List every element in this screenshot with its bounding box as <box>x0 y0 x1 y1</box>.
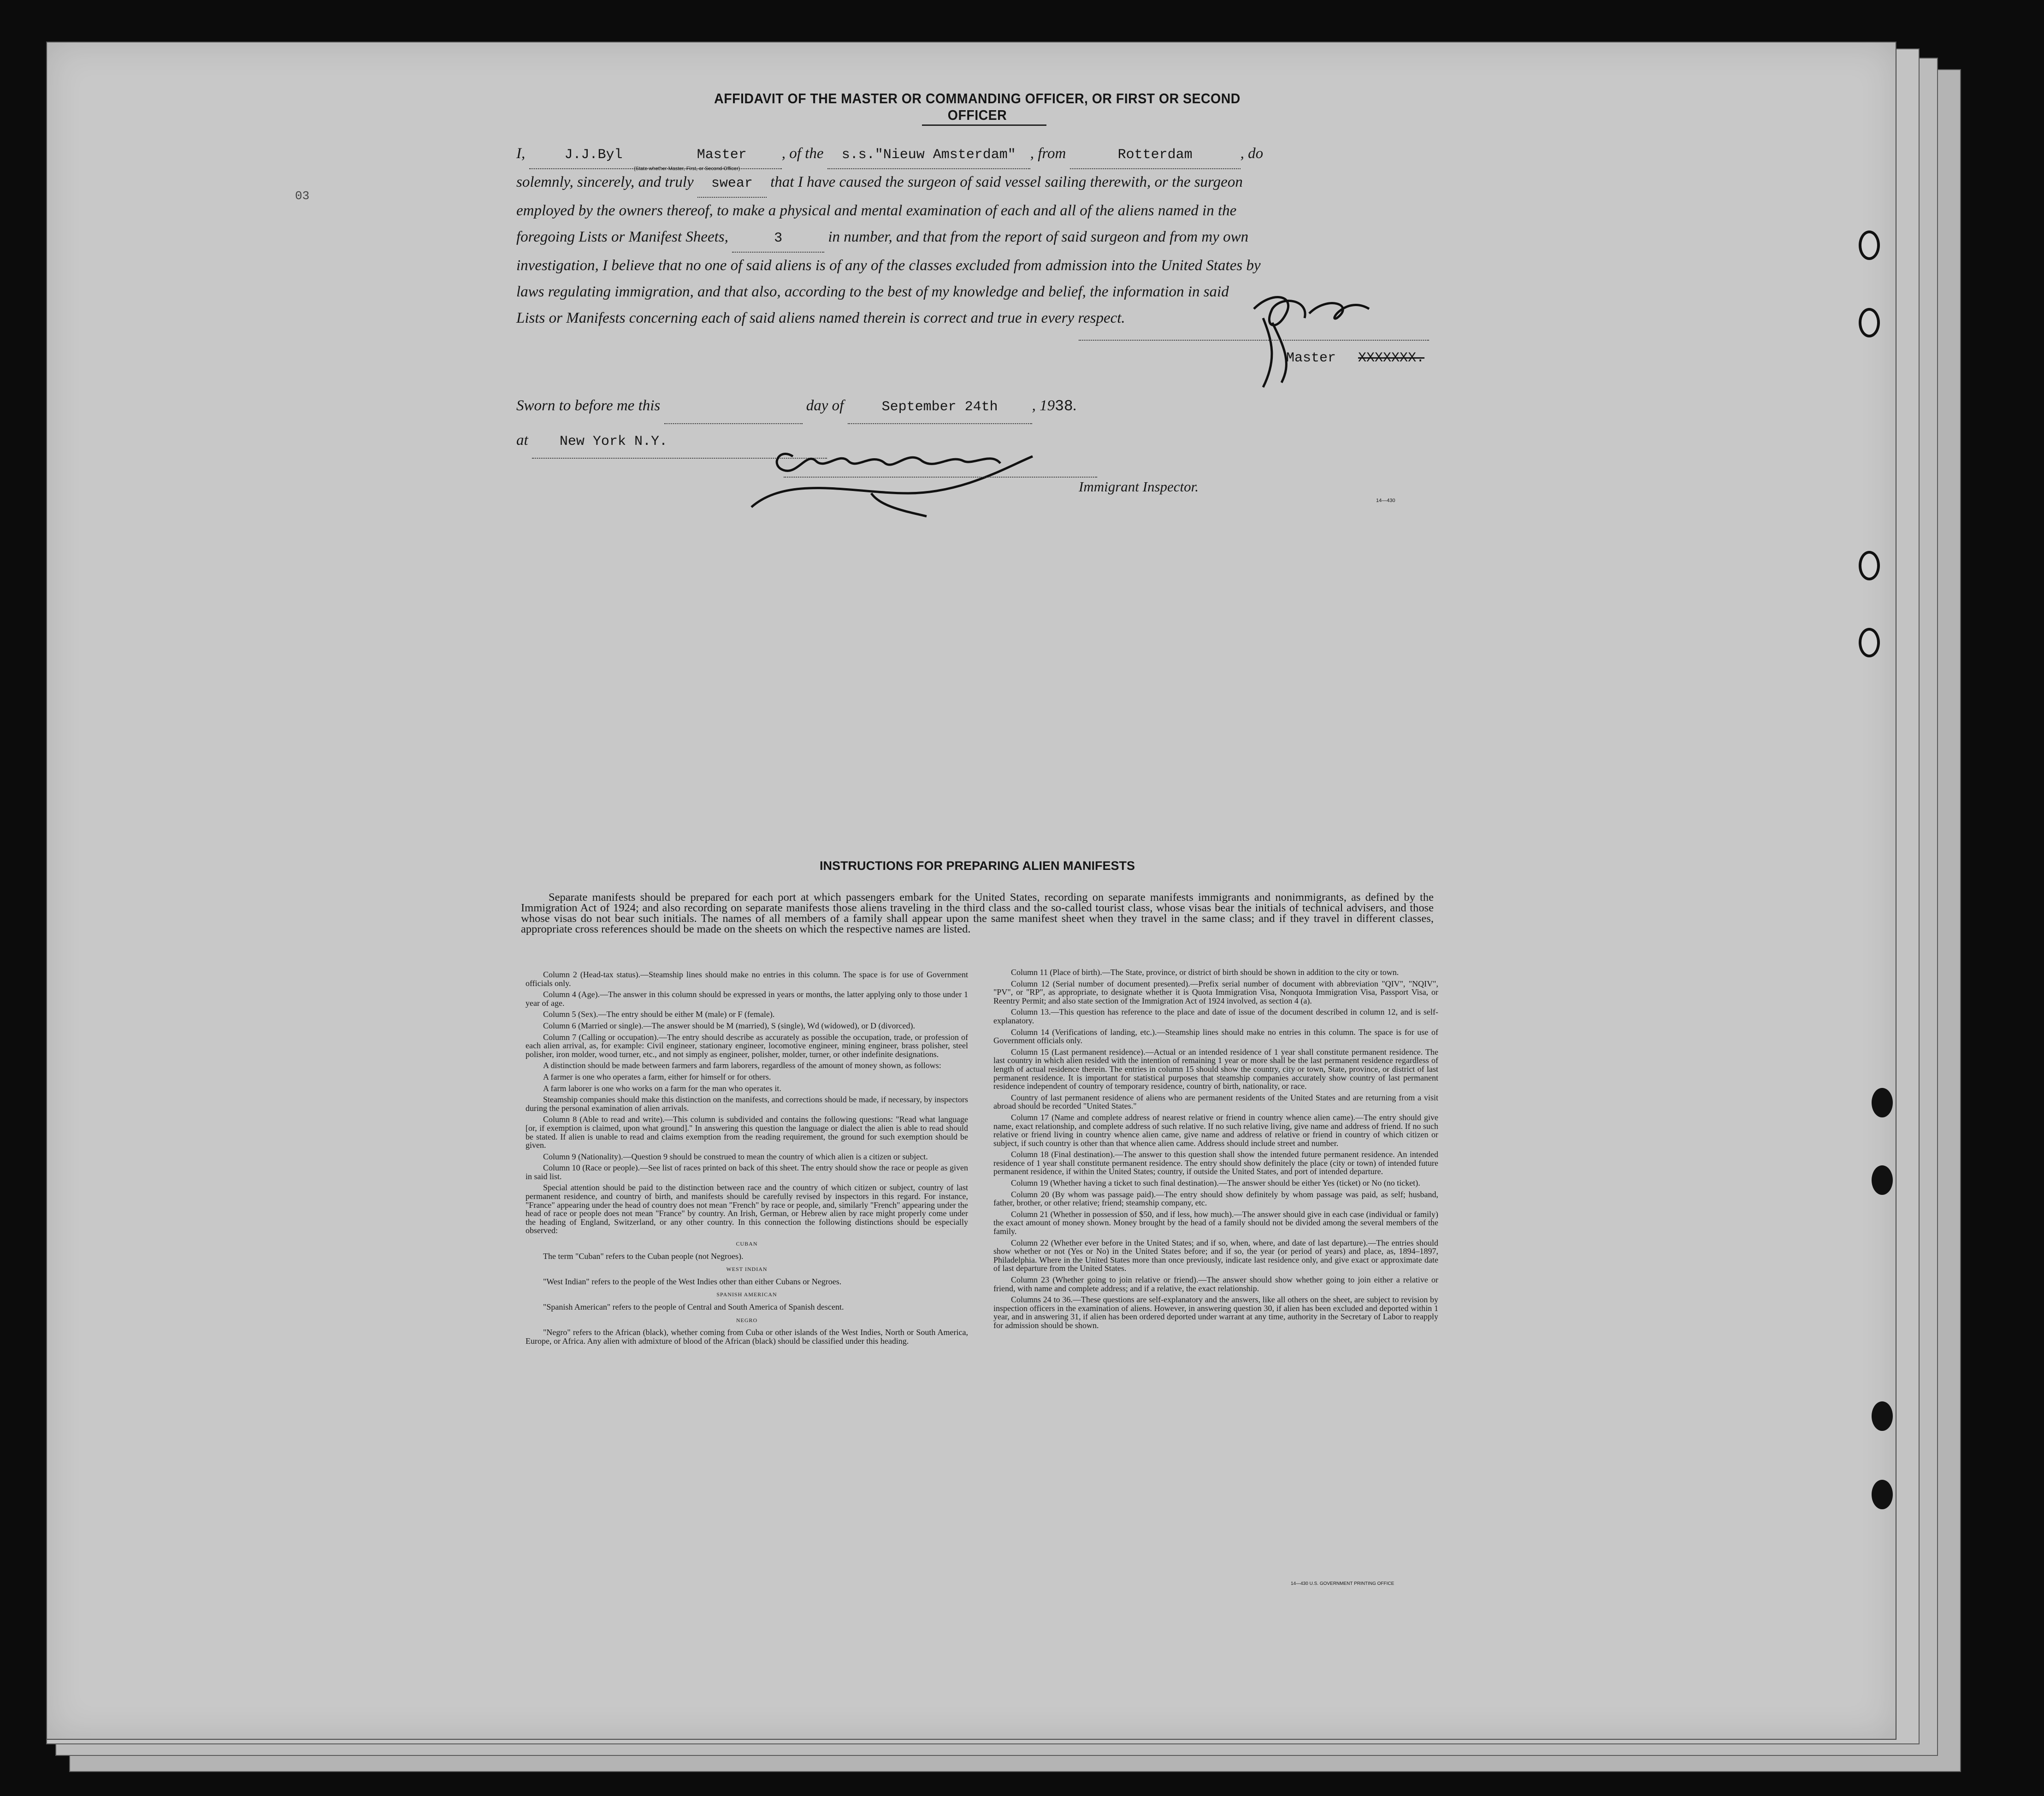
master-signature-line <box>1079 339 1429 341</box>
instruction-paragraph: Column 21 (Whether in possession of $50, and if less, how much).—The answer should give in each case (individual or family) the exact amount of money shown. Money brought by the head of a family should not be divided among the several members of the family. <box>993 1209 1438 1236</box>
instructions-left-column <box>526 970 968 1348</box>
instruction-paragraph: Columns 24 to 36.—These questions are self-explanatory and the answers, like all others on the sheet, are subject to revision by inspection officers in the examination of aliens. However, in answering question 30, if alien has been excluded and deported within 1 year, and in answering 31, if alien has been ordered deported under warrant at any time, authority in the Secretary of Labor to reapply for admission should be shown. <box>993 1295 1438 1330</box>
instruction-paragraph: Column 23 (Whether going to join relative or friend).—The answer should show whether going to join either a relative or friend, with name and complete address; and if a relative, the exact relationship. <box>993 1275 1438 1293</box>
instruction-paragraph: Column 13.—This question has reference to the place and date of issue of the document described in column 12, and is self-explanatory. <box>993 1007 1438 1025</box>
inspector-signature-line <box>784 476 1097 478</box>
instruction-paragraph: Column 18 (Final destination).—The answer to this question shall show the intended future permanent residence. An intended residence of 1 year shall constitute permanent residence. The entry should show definitely the place (city or town) of intended future permanent residence, if within the United States; country, if outside the United States, and port of intended departure. <box>993 1150 1438 1176</box>
aff-of-the: , of the <box>781 145 824 162</box>
instruction-paragraph: Column 5 (Sex).—The entry should be either M (male) or F (female). <box>543 1010 775 1019</box>
aff-line2b: that I have caused the surgeon of said vessel sailing therewith, or the surgeon <box>770 174 1243 190</box>
vessel-name: s.s."Nieuw Amsterdam" <box>827 142 1030 169</box>
sworn-day-blank <box>664 391 803 424</box>
instruction-paragraph: Country of last permanent residence of aliens who are permanent residents of the United States and are returning from a visit abroad should be recorded "United States." <box>993 1093 1438 1111</box>
officer-rank: Master <box>662 142 782 169</box>
instruction-paragraph: Column 7 (Calling or occupation).—The entry should describe as accurately as possible the occupation, trade, or profession of each alien arrival, as, for example: Civil engineer, stationary engineer, locomotive engineer, mining engineer, brass polisher, steel polisher, iron molder, wood turner, etc., and not simply as engineer, polisher, molder, turner, or other indefinite designations. <box>526 1032 968 1059</box>
sworn-year-prefix: , 19 <box>1032 397 1055 414</box>
aff-i: I, <box>516 145 526 162</box>
binder-hole <box>1872 1480 1893 1509</box>
inspector-signature <box>733 438 1065 526</box>
instruction-paragraph: Column 20 (By whom was passage paid).—The entry should show definitely by whom passage was paid, as self; husband, father, brother, or other relative; friend; steamship company, etc. <box>993 1189 1438 1208</box>
sworn-date: September 24th <box>848 391 1032 424</box>
aff-line6: laws regulating immigration, and that also, according to the best of my knowledge and belief, the information in said <box>516 284 1229 300</box>
heading-spanish-american: SPANISH AMERICAN <box>716 1291 777 1298</box>
instruction-paragraph: A distinction should be made between farmers and farm laborers, regardless of the amount of money shown, as follows: <box>543 1061 941 1070</box>
instruction-paragraph: Steamship companies should make this distinction on the manifests, and corrections should be made, if necessary, by inspectors during the personal examination of alien arrivals. <box>526 1095 968 1113</box>
inspector-title: Immigrant Inspector. <box>1079 479 1199 495</box>
sworn-at: at <box>516 432 528 449</box>
title-rule <box>922 124 1046 126</box>
instruction-paragraph: Special attention should be paid to the distinction between race and the country of which citizen or subject, country of last permanent residence, and country of birth, and manifests should be carefully revised by inspectors in this regard. For instance, "France" appearing under the head of country does not mean "French" by race or people, and, similarly "French" appearing under the head of race or people does not mean "France" by country. An Irish, German, or Hebrew alien by race might properly come under the heading of England, Switzerland, or any other country. In this connection the following distinctions should be especially observed: <box>526 1183 968 1235</box>
instruction-paragraph: Column 12 (Serial number of document presented).—Prefix serial number of document with abbreviation "QIV", "NQIV", "PV", or "RP", as appropriate, to designate whether it is Quota Immigration Visa, Nonquota Immigration Visa, Passport Visa, or Reentry Permit; and also state section of the Immigration Act of 1924 involved, as section 4 (a). <box>993 979 1438 1005</box>
instructions-intro: Separate manifests should be prepared for each port at which passengers embark for the United States, recording on separate manifests immigrants and nonimmigrants, as defined by the Immigration Act of 1924; and also recording on separate manifests those aliens traveling in the third class and the so-called tourist class, whose visas bear the initials of technical advisers, and those whose visas do not bear such initials. The names of all members of a family shall appear upon the same manifest sheet when they travel in the same class; and if they travel in different classes, appropriate cross references should be made on the sheets on which the respective names are listed. <box>521 891 1434 935</box>
binder-hole <box>1872 1165 1893 1195</box>
sworn-place: New York N.Y. <box>532 425 827 459</box>
master-signature <box>1245 277 1397 396</box>
oath-word: swear <box>697 171 767 198</box>
instruction-paragraph: "Negro" refers to the African (black), whether coming from Cuba or other islands of the West Indies, North or South America, Europe, or Africa. Any alien with admixture of blood of the African (black) should be classified under this heading. <box>526 1328 968 1346</box>
instruction-paragraph: Column 17 (Name and complete address of nearest relative or friend in country whence alien came).—The entry should give name, exact relationship, and complete address of such relative. If no such relative living, give name and address of friend. If no such relative or friend living in country whence alien came, give name and address of relative or friend in country of which citizen or subject, if such country is other than that whence alien came. Address should include street and number. <box>993 1112 1438 1148</box>
binder-hole <box>1872 1088 1893 1117</box>
instruction-paragraph: "West Indian" refers to the people of the West Indies other than either Cubans or Negroes. <box>543 1276 842 1286</box>
officer-name: J.J.Byl <box>529 142 658 169</box>
rank-note: (State whether Master, First, or Second Officer) <box>634 166 740 171</box>
binder-hole <box>1872 1401 1893 1431</box>
struck-text: XXXXXXX. <box>1358 350 1425 366</box>
instruction-paragraph: Column 8 (Able to read and write).—This column is subdivided and contains the following questions: "Read what language [or, if exemption is claimed, upon what ground]." In answering this question the language or dialect the alien is able to read should be stated. If alien is unable to read and claims exemption from the reading requirement, the ground for such exemption should be given. <box>526 1115 968 1150</box>
aff-do: , do <box>1240 145 1264 162</box>
heading-negro: NEGRO <box>736 1317 758 1323</box>
instruction-paragraph: Column 11 (Place of birth).—The State, province, or district of birth should be shown in addition to the city or town. <box>1011 968 1399 977</box>
instruction-paragraph: "Spanish American" refers to the people of Central and South America of Spanish descent. <box>543 1302 844 1312</box>
binder-hole <box>1859 230 1880 260</box>
form-number: 14—430 <box>1376 498 1395 503</box>
sworn-year: 38 <box>1055 398 1073 415</box>
margin-mark: 03 <box>295 189 310 203</box>
instruction-paragraph: Column 14 (Verifications of landing, etc.).—Steamship lines should make no entries in this column. The space is for use of Government officials only. <box>993 1027 1438 1046</box>
heading-west-indian: WEST INDIAN <box>726 1266 768 1273</box>
instruction-paragraph: Column 2 (Head-tax status).—Steamship lines should make no entries in this column. The space is for use of Government officials only. <box>526 970 968 988</box>
aff-line4b: in number, and that from the report of said surgeon and from my own <box>828 229 1249 245</box>
instruction-paragraph: Column 10 (Race or people).—See list of races printed on back of this sheet. The entry should show the race or people as given in said list. <box>526 1163 968 1181</box>
instruction-paragraph: A farmer is one who operates a farm, either for himself or for others. <box>543 1072 771 1081</box>
sworn-text1: Sworn to before me this <box>516 397 661 414</box>
instruction-paragraph: Column 6 (Married or single).—The answer should be M (married), S (single), Wd (widowed), or D (divorced). <box>543 1021 915 1030</box>
sworn-statement: Sworn to before me this day of September 24th , 1938. at New York N.Y. <box>516 390 1300 459</box>
binder-hole <box>1859 551 1880 580</box>
aff-line2a: solemnly, sincerely, and truly <box>516 174 694 190</box>
aff-line7: Lists or Manifests concerning each of said aliens named therein is correct and true in every respect. <box>516 310 1125 326</box>
master-title <box>1286 350 1424 366</box>
printing-footer: 14—430 U.S. GOVERNMENT PRINTING OFFICE <box>1291 1581 1394 1586</box>
aff-from: , from <box>1030 145 1066 162</box>
binder-hole <box>1859 308 1880 337</box>
instruction-paragraph: Column 19 (Whether having a ticket to such final destination).—The answer should be either Yes (ticket) or No (no ticket). <box>1011 1178 1420 1188</box>
instruction-paragraph: Column 22 (Whether ever before in the United States; and if so, when, where, and date of last departure).—The entries should show whether or not (Yes or No) in the United States before; and if so, the year (or period of years) and place, as, 1894–1897, Philadelphia. Where in the United States more than once previously, indicate last residence only, and give exact or approximate date of last departure from the United States. <box>993 1238 1438 1273</box>
instruction-paragraph: The term "Cuban" refers to the Cuban people (not Negroes). <box>543 1251 744 1261</box>
affidavit-title: AFFIDAVIT OF THE MASTER OR COMMANDING OFFICER, OR FIRST OR SECOND OFFICER <box>714 90 1241 123</box>
aff-line5: investigation, I believe that no one of said aliens is of any of the classes excluded from admission into the United States by <box>516 257 1261 274</box>
signed-title: Master <box>1286 350 1336 366</box>
instruction-paragraph: A farm laborer is one who works on a farm for the man who operates it. <box>543 1083 781 1093</box>
aff-line3: employed by the owners thereof, to make a physical and mental examination of each and all of the aliens named in the <box>516 202 1237 219</box>
sworn-text2: day of <box>806 397 844 414</box>
port-name: Rotterdam <box>1070 142 1241 169</box>
instruction-paragraph: Column 9 (Nationality).—Question 9 should be construed to mean the country of which alien is a citizen or subject. <box>543 1152 928 1161</box>
instructions-title: INSTRUCTIONS FOR PREPARING ALIEN MANIFESTS <box>819 859 1135 873</box>
sheet-count: 3 <box>732 225 824 253</box>
aff-line4a: foregoing Lists or Manifest Sheets, <box>516 229 728 245</box>
binder-hole <box>1859 628 1880 657</box>
instruction-paragraph: Column 4 (Age).—The answer in this column should be expressed in years or months, the latter applying only to those under 1 year of age. <box>526 990 968 1008</box>
heading-cuban: CUBAN <box>736 1241 758 1247</box>
instruction-paragraph: Column 15 (Last permanent residence).—Actual or an intended residence of 1 year shall constitute permanent residence. The last country in which alien resided with the intention of remaining 1 year or more shall be the last permanent residence regardless of length of actual residence therein. The entries in column 15 should show the country, city or town, State, province, or district of last permanent residence. It is important for statistical purposes that steamship companies accurately show country of last permanent residence independent of country of temporary residence, country of birth, nationality, or race. <box>993 1047 1438 1091</box>
instructions-right-column <box>993 968 1438 1333</box>
